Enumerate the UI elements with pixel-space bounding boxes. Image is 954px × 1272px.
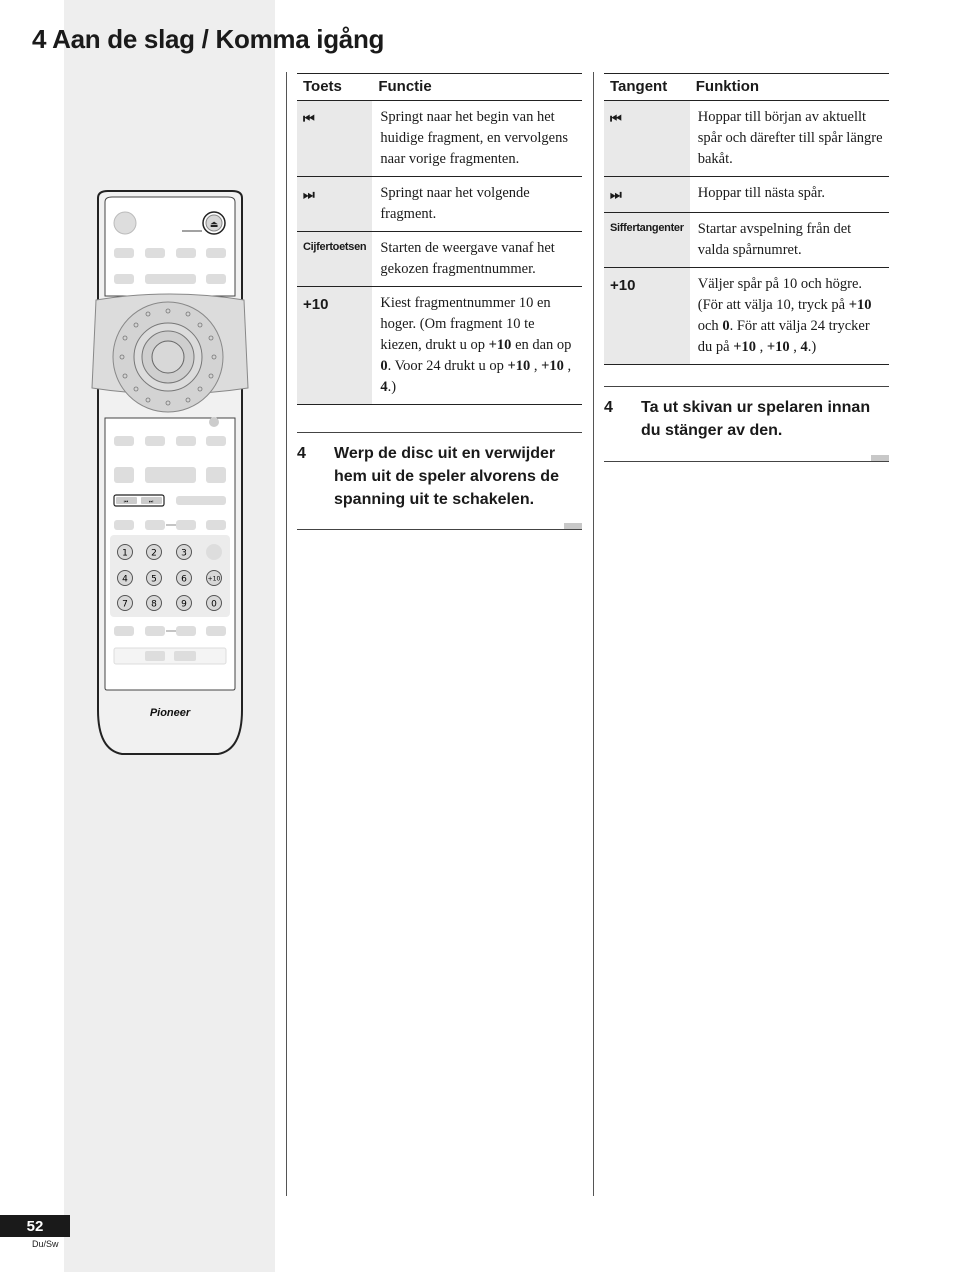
row-key: +10 xyxy=(604,268,690,365)
row-description: Starten de weergave vanaf het gekozen fragmentnummer. xyxy=(372,232,582,287)
eject-button xyxy=(203,212,225,234)
skip-forward-icon: ⏭ xyxy=(303,187,313,202)
step-text: Werp de disc uit en verwijder hem uit de speler alvorens de spanning uit te schakelen. xyxy=(334,445,559,508)
row-description: Kiest fragmentnummer 10 en hoger. (Om fragment 10 te kiezen, drukt u op +10 en dan op 0. Voor 24 drukt u op +10 , +10 , 4.) xyxy=(372,287,582,405)
number-key-4 xyxy=(118,571,133,586)
number-key-5 xyxy=(147,571,162,586)
skip-forward-icon: ⏭ xyxy=(148,499,154,505)
svg-text:6: 6 xyxy=(181,574,187,585)
svg-text:4: 4 xyxy=(122,574,128,585)
skip-back-icon: ⏮ xyxy=(303,111,313,126)
svg-text:9: 9 xyxy=(181,599,187,610)
row-description: Väljer spår på 10 och högre. (För att välja 10, tryck på +10 och 0. För att välja 24 trycker du på +10 , +10 , 4.) xyxy=(690,268,889,365)
row-description: Hoppar till början av aktuellt spår och därefter till spår längre bakåt. xyxy=(690,101,889,177)
column-divider xyxy=(593,72,594,1196)
table-row xyxy=(297,287,582,405)
svg-text:1: 1 xyxy=(122,548,128,559)
number-key-6 xyxy=(177,571,192,586)
eject-icon: ⏏ xyxy=(209,220,219,230)
skip-back-icon: ⏮ xyxy=(123,499,129,505)
table-row xyxy=(297,232,582,287)
svg-text:8: 8 xyxy=(151,599,157,610)
number-key-7 xyxy=(118,596,133,611)
step-number: 4 xyxy=(604,399,613,416)
remote-control-illustration xyxy=(88,190,252,758)
svg-text:7: 7 xyxy=(122,599,128,610)
number-key-plus10 xyxy=(207,571,222,586)
skip-forward-icon: ⏭ xyxy=(610,187,620,202)
column-divider xyxy=(286,72,287,1196)
dutch-function-table xyxy=(297,73,582,405)
number-key-2 xyxy=(147,545,162,560)
svg-text:2: 2 xyxy=(151,548,157,559)
step-text: Ta ut skivan ur spelaren innan du stänger av den. xyxy=(641,399,871,439)
svg-text:5: 5 xyxy=(151,574,157,585)
row-description: Springt naar het volgende fragment. xyxy=(372,177,582,232)
table-row xyxy=(297,177,582,232)
row-key: Cijfertoetsen xyxy=(297,232,372,287)
table-row xyxy=(604,268,889,365)
table-row xyxy=(604,101,889,177)
brand-logo: Pioneer xyxy=(149,707,191,719)
step-number: 4 xyxy=(297,445,306,462)
dutch-step-4 xyxy=(297,432,582,531)
row-description: Springt naar het begin van het huidige fragment, en vervolgens naar vorige fragmenten. xyxy=(372,101,582,177)
table-header-function: Functie xyxy=(372,74,582,101)
table-row xyxy=(297,101,582,177)
number-key-8 xyxy=(147,596,162,611)
table-header-function: Funktion xyxy=(690,74,889,101)
table-row xyxy=(604,177,889,213)
swedish-step-4 xyxy=(604,386,889,463)
row-key: +10 xyxy=(297,287,372,405)
row-key: Siffertangenter xyxy=(604,213,690,268)
row-description: Hoppar till nästa spår. xyxy=(690,177,889,213)
row-description: Startar avspelning från det valda spårnumret. xyxy=(690,213,889,268)
number-key-0 xyxy=(207,596,222,611)
svg-text:+10: +10 xyxy=(207,575,221,583)
svg-text:0: 0 xyxy=(211,599,217,610)
number-key-1 xyxy=(118,545,133,560)
svg-text:3: 3 xyxy=(181,548,187,559)
number-key-3 xyxy=(177,545,192,560)
page-title: 4 Aan de slag / Komma igång xyxy=(32,24,385,54)
language-code: Du/Sw xyxy=(32,1239,59,1249)
page-number: 52 xyxy=(0,1215,70,1237)
table-header-key: Tangent xyxy=(604,74,690,101)
number-key-9 xyxy=(177,596,192,611)
swedish-function-table xyxy=(604,73,889,365)
skip-back-icon: ⏮ xyxy=(610,111,620,126)
table-row xyxy=(604,213,889,268)
table-header-key: Toets xyxy=(297,74,372,101)
